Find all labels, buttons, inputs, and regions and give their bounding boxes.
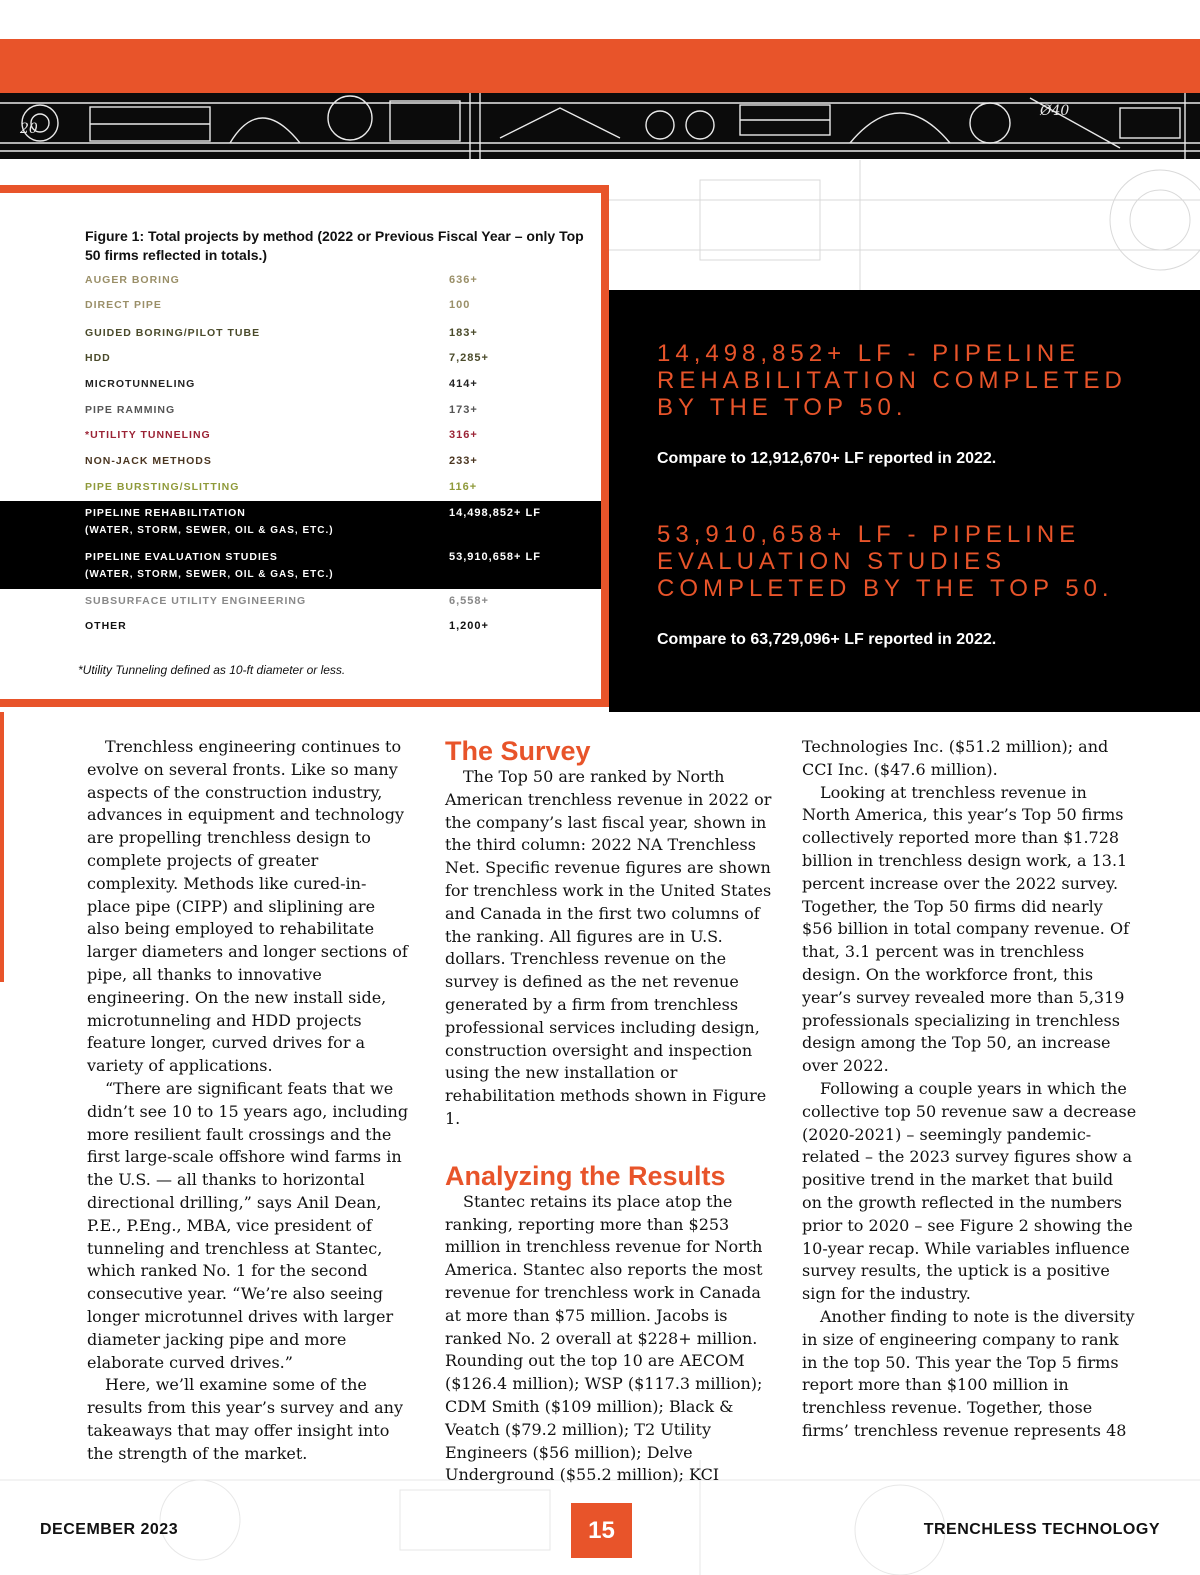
figure-row: [0, 589, 601, 614]
method-label: PIPELINE REHABILITATION: [85, 507, 246, 519]
method-value: 7,285+: [449, 352, 489, 364]
background-sketch-icon: [600, 160, 1200, 290]
stat-headline: 53,910,658+ LF - PIPELINE EVALUATION STUDIES COMPLETED BY THE TOP 50.: [657, 521, 1114, 602]
method-value: 116+: [449, 481, 478, 493]
method-value: 316+: [449, 429, 478, 441]
body-paragraph: Trenchless engineering continues to evolve on several fronts. Like so many aspects of the construction industry, advances in equipment and technology are propelling trenchless design to complete projects of greater complexity. Methods like cured-in-place pipe (CIPP) and sliplining are also being employed to rehabilitate larger diameters and longer sections of pipe, all thanks to innovative engineering. On the new install side, microtunneling and HDD projects feature longer, curved drives for a variety of applications.: [87, 737, 408, 1076]
method-label: PIPELINE EVALUATION STUDIES: [85, 551, 278, 563]
method-label: AUGER BORING: [85, 274, 180, 286]
body-paragraph: Here, we’ll examine some of the results from this year’s survey and any takeaways that may offer insight into the strength of the market.: [87, 1375, 404, 1463]
section-heading: The Survey: [445, 736, 591, 766]
body-paragraph: Looking at trenchless revenue in North America, this year’s Top 50 firms collectively reported more than $1.728 billion in trenchless design work, a 13.1 percent increase over the 2022 survey. Together, the Top 50 firms did nearly $56 billion in total company revenue. Of that, 3.1 percent was in trenchless design. On the workforce front, this year’s survey revealed more than 5,319 professionals specializing in trenchless design among the Top 50, an increase over 2022.: [802, 782, 1129, 1076]
method-value: 53,910,658+ LF: [449, 551, 541, 563]
svg-text:Ø40: Ø40: [1040, 103, 1070, 119]
body-paragraph: “There are significant feats that we didn’t see 10 to 15 years ago, including more resilient fault crossings and the first large-scale offshore wind farms in the U.S. — all thanks to horizontal directional drilling,” says Anil Dean, P.E., P.Eng., MBA, vice president of tunneling and trenchless at Stantec, which ranked No. 1 for the second consecutive year. “We’re also seeing longer microtunnel drives with larger diameter jacking pipe and more elaborate curved drives.”: [87, 1078, 409, 1372]
body-paragraph: Stantec retains its place atop the ranking, reporting more than $253 million in trenchless revenue for North America. Stantec also reports the most revenue for trenchless work in Canada at more than $75 million. Jacobs is ranked No. 2 overall at $228+ million. Rounding out the top 10 are AECOM ($126.4 million); WSP ($117.3 million); CDM Smith ($109 million); Black & Veatch ($79.2 million); T2 Utility Engineers ($56 million); Delve Underground ($55.2 million); KCI: [445, 1191, 763, 1485]
method-label: *UTILITY TUNNELING: [85, 429, 211, 441]
figure-row: [0, 293, 601, 318]
figure-footnote: *Utility Tunneling defined as 10-ft diameter or less.: [78, 663, 346, 677]
method-value: 414+: [449, 378, 478, 390]
body-paragraph: The Top 50 are ranked by North American trenchless revenue in 2022 or the company’s last fiscal year, shown in the third column: 2022 NA Trenchless Net. Specific revenue figures are shown for trenchless work in the United States and Canada in the first two columns of the ranking. All figures are in U.S. dollars. Trenchless revenue on the survey is defined as the net revenue generated by a firm from trenchless professional services including design, construction oversight and inspection using the new installation or rehabilitation methods shown in Figure 1.: [445, 767, 772, 1128]
figure-1-panel: [0, 185, 609, 707]
figure-title: Figure 1: Total projects by method (2022 or Previous Fiscal Year – only Top 50 firms reflected in totals.): [85, 228, 584, 263]
stat-headline: 14,498,852+ LF - PIPELINE REHABILITATION COMPLETED BY THE TOP 50.: [657, 340, 1127, 421]
method-value: 100: [449, 299, 471, 311]
figure-row-highlight: [0, 501, 601, 545]
method-label: OTHER: [85, 620, 127, 632]
body-paragraph: Another finding to note is the diversity in size of engineering company to rank in the top 50. This year the Top 5 firms report more than $100 million in trenchless revenue. Together, those firms’ trenchless revenue represents 48: [802, 1306, 1135, 1440]
article-column-3: [802, 736, 1137, 1443]
footer-magazine-name: TRENCHLESS TECHNOLOGY: [923, 1521, 1160, 1538]
method-label: MICROTUNNELING: [85, 378, 196, 390]
method-label: NON-JACK METHODS: [85, 455, 212, 467]
method-value: 183+: [449, 327, 478, 339]
method-sublabel: (WATER, STORM, SEWER, OIL & GAS, ETC.): [85, 569, 334, 580]
body-paragraph: Following a couple years in which the collective top 50 revenue saw a decrease (2020-2021) – seemingly pandemic-related – the 2023 survey figures show a positive trend in the market that build on the growth reflected in the numbers prior to 2020 – see Figure 2 showing the 10-year recap. While variables influence survey results, the uptick is a positive sign for the industry.: [802, 1078, 1137, 1304]
method-value: 14,498,852+ LF: [449, 507, 541, 519]
figure-row: [0, 449, 601, 474]
body-paragraph: Technologies Inc. ($51.2 million); and CCI Inc. ($47.6 million).: [802, 737, 1109, 779]
method-value: 6,558+: [449, 595, 489, 607]
method-value: 233+: [449, 455, 478, 467]
stat-comparison: Compare to 12,912,670+ LF reported in 2022.: [657, 450, 997, 467]
footer-issue-date: DECEMBER 2023: [40, 1521, 179, 1538]
method-value: 173+: [449, 404, 478, 416]
svg-text:20: 20: [20, 121, 38, 137]
section-heading: Analyzing the Results: [445, 1160, 726, 1191]
figure-row: [0, 321, 601, 346]
blueprint-banner: [0, 93, 1200, 159]
method-value: 1,200+: [449, 620, 489, 632]
figure-row: [0, 372, 601, 397]
figure-row: [0, 346, 601, 371]
blueprint-sketch-icon: [0, 93, 1200, 159]
method-label: SUBSURFACE UTILITY ENGINEERING: [85, 595, 307, 607]
article-column-2: [445, 736, 775, 1487]
method-value: 636+: [449, 274, 478, 286]
figure-row: [0, 398, 601, 423]
figure-row: [0, 475, 601, 500]
method-label: DIRECT PIPE: [85, 299, 162, 311]
page-number: 15: [571, 1503, 632, 1558]
method-sublabel: (WATER, STORM, SEWER, OIL & GAS, ETC.): [85, 525, 334, 536]
method-label: GUIDED BORING/PILOT TUBE: [85, 327, 261, 339]
method-label: HDD: [85, 352, 111, 364]
figure-row: [0, 614, 601, 639]
stat-comparison: Compare to 63,729,096+ LF reported in 2022.: [657, 631, 997, 648]
header-orange-band: [0, 39, 1200, 93]
method-label: PIPE BURSTING/SLITTING: [85, 481, 240, 493]
article-column-1: [87, 736, 409, 1466]
figure-row: [0, 268, 601, 293]
page-edge-accent: [0, 712, 4, 982]
figure-row-highlight: [0, 545, 601, 589]
figure-row: [0, 423, 601, 448]
stats-callout-panel: [609, 290, 1200, 712]
method-label: PIPE RAMMING: [85, 404, 176, 416]
